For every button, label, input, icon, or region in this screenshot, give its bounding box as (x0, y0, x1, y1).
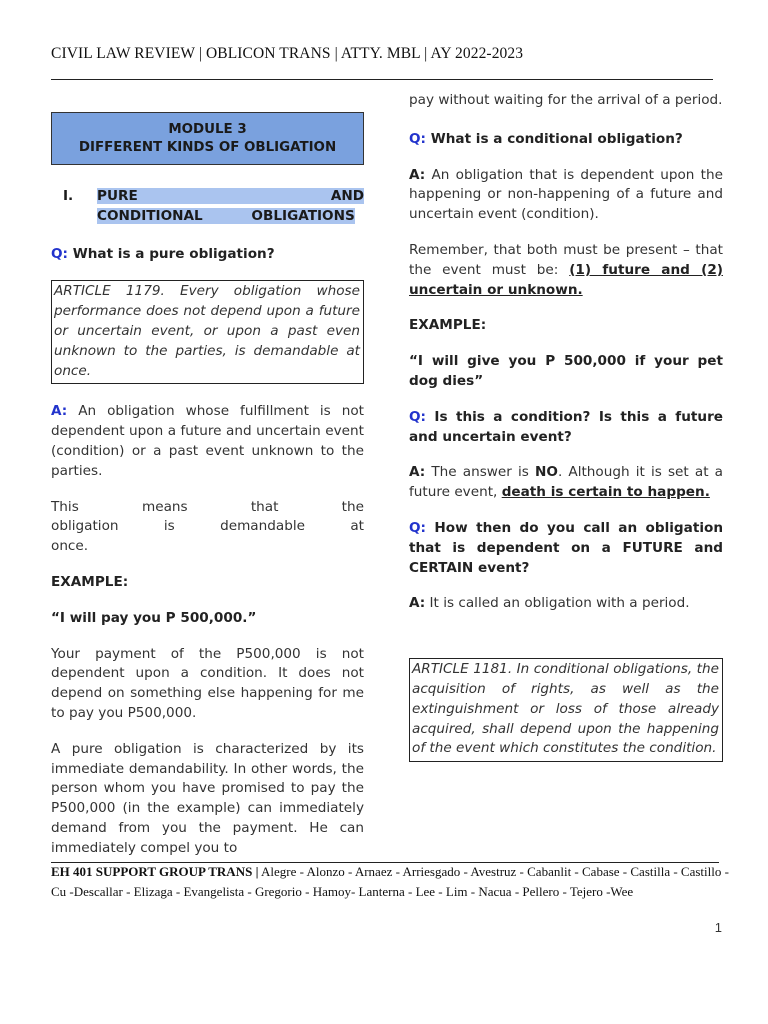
paragraph-continued: pay without waiting for the arrival of a period. (409, 92, 723, 108)
example-label-left: EXAMPLE: (51, 573, 129, 590)
answer-period: A: It is called an obligation with a period. (409, 595, 690, 612)
footer-group-name: EH 401 SUPPORT GROUP TRANS | (51, 864, 259, 879)
paragraph-remember: Remember, that both must be present – that the event must be: (1) future and (2) uncertain or unknown. (409, 241, 723, 298)
module-subtitle: DIFFERENT KINDS OF OBLIGATION (78, 139, 337, 155)
answer-conditional-obligation: A: An obligation that is dependent upon the happening or non-happening of a future and uncertain event (condition). (409, 166, 723, 223)
section-heading (51, 187, 364, 227)
section-number: I. (63, 188, 74, 204)
paragraph-demandable: This means that the obligation is demandable at once. (51, 498, 364, 555)
section-title: PURE AND CONDITIONAL OBLIGATIONS (97, 188, 364, 224)
paragraph-pure-characterized: A pure obligation is characterized by its immediate demandability. In other words, the person whom you have promised to pay the P500,000 (in the example) can immediately demand from you the payment. He can immediately compel you to (51, 740, 364, 856)
module-title-box (51, 112, 364, 165)
module-number: MODULE 3 (168, 122, 247, 137)
answer-pure-obligation: A: An obligation whose fulfillment is not dependent upon a future and uncertain event (condition) or a past event unknown to the parties. (51, 403, 364, 479)
footer-member-names: Alegre - Alonzo - Arnaez - Arriesgado - Avestruz - Cabanlit - Cabase - Castilla - Castillo - Cu -Descallar - Elizaga - Evangelista - Gregorio - Hamoy- Lanterna - Lee - Lim - Nacua - Pellero - Tejero -Wee (51, 864, 729, 899)
answer-is-condition: A: The answer is NO. Although it is set at a future event, death is certain to happen. (409, 464, 723, 501)
footer-credits (51, 862, 731, 901)
page-header-title: CIVIL LAW REVIEW | OBLICON TRANS | ATTY. MBL | AY 2022-2023 (51, 45, 524, 62)
question-is-condition: Q: Is this a condition? Is this a future and uncertain event? (409, 408, 723, 445)
article-1179-box: ARTICLE 1179. Every obligation whose performance does not depend upon a future or uncertain event, or upon a past even unknown to the parties, is demandable at once. (51, 280, 364, 384)
article-1181-box: ARTICLE 1181. In conditional obligations, the acquisition of rights, as well as the extinguishment or loss of those already acquired, shall depend upon the happening of the event which constitutes the condition. (409, 658, 723, 762)
paragraph-payment: Your payment of the P500,000 is not dependent upon a condition. It does not depend on something else happening for me to pay you P500,000. (51, 645, 364, 721)
right-column (409, 91, 723, 780)
example-quote-left: “I will pay you P 500,000.” (51, 609, 257, 626)
header-divider (51, 79, 713, 80)
question-conditional-obligation: Q: What is a conditional obligation? (409, 130, 683, 147)
page-number: 1 (714, 920, 722, 935)
question-pure-obligation: Q: What is a pure obligation? (51, 245, 275, 262)
left-column (51, 112, 364, 859)
example-quote-right: “I will give you P 500,000 if your pet dog dies” (409, 353, 723, 389)
example-label-right: EXAMPLE: (409, 317, 487, 334)
question-future-certain: Q: How then do you call an obligation that is dependent on a FUTURE and CERTAIN event? (409, 519, 723, 576)
